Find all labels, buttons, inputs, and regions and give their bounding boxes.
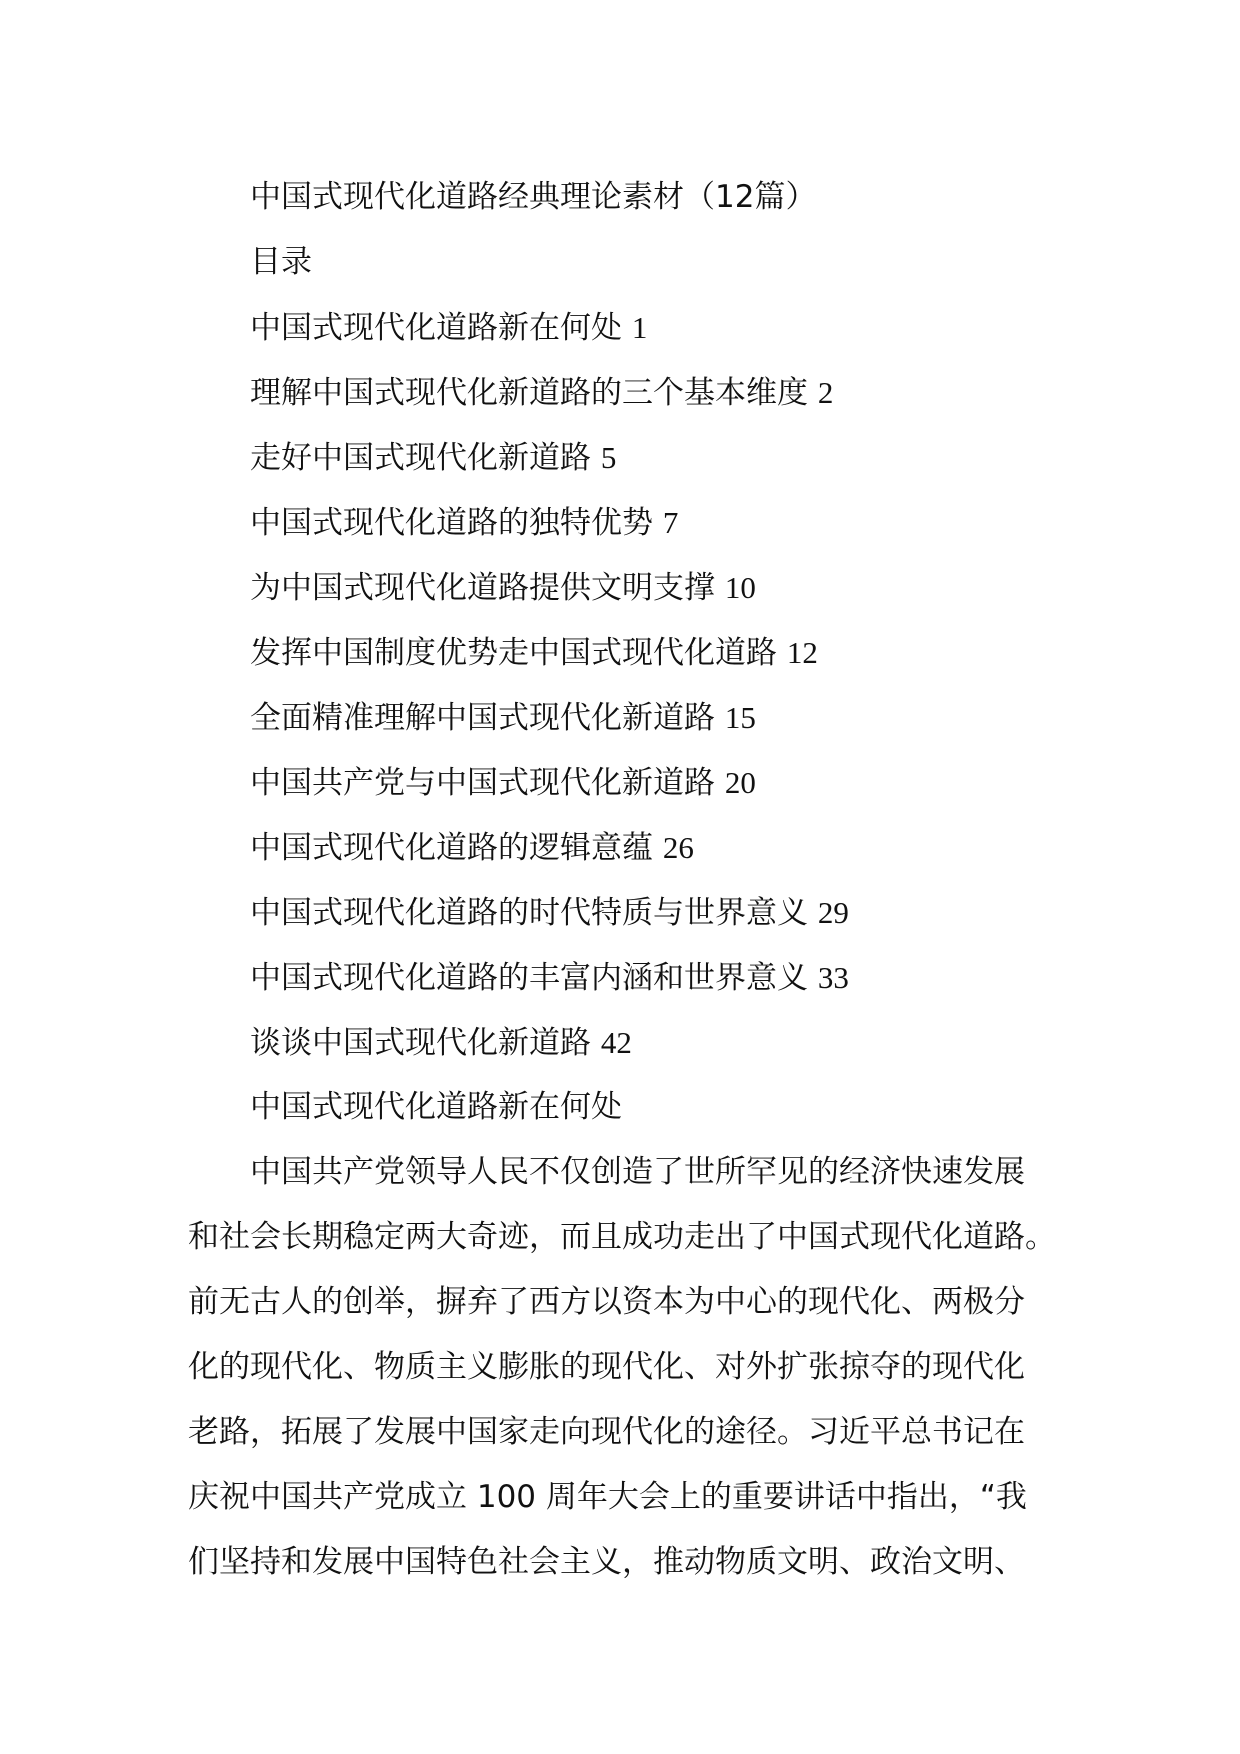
toc-entry-title: 中国式现代化道路的独特优势 [250,505,653,541]
toc-entry[interactable] [188,360,1068,425]
toc-entry[interactable] [188,620,1068,685]
toc-entry-title: 为中国式现代化道路提供文明支撑 [250,570,715,606]
toc-entry[interactable] [188,685,1068,750]
toc-entry-title: 全面精准理解中国式现代化新道路 [250,700,715,736]
toc-entry[interactable] [188,1010,1068,1075]
toc-entry-title: 中国共产党与中国式现代化新道路 [250,765,715,801]
toc-heading-text: 目录 [250,244,312,280]
table-of-contents [188,295,1068,1075]
toc-entry-page: 26 [662,830,694,865]
toc-entry[interactable] [188,750,1068,815]
body-line: 和社会长期稳定两大奇迹，而且成功走出了中国式现代化道路。 [188,1219,1056,1255]
toc-entry-title: 中国式现代化道路的逻辑意蕴 [250,830,653,866]
toc-entry-page: 5 [600,440,617,475]
toc-entry-page: 29 [817,895,849,930]
toc-entry-title: 发挥中国制度优势走中国式现代化道路 [250,635,777,671]
toc-entry-title: 谈谈中国式现代化新道路 [250,1025,591,1061]
toc-entry-title: 理解中国式现代化新道路的三个基本维度 [250,375,808,411]
body-line: 化的现代化、物质主义膨胀的现代化、对外扩张掠夺的现代化 [188,1349,1025,1385]
toc-entry-page: 10 [724,570,756,605]
toc-entry[interactable] [188,425,1068,490]
toc-entry-page: 20 [724,765,756,800]
toc-entry-page: 42 [600,1025,632,1060]
body-line: 老路，拓展了发展中国家走向现代化的途径。习近平总书记在 [188,1414,1025,1450]
toc-entry[interactable] [188,490,1068,555]
body-paragraph [188,1140,1068,1595]
toc-entry-title: 走好中国式现代化新道路 [250,440,591,476]
toc-entry-page: 7 [662,505,679,540]
toc-entry-title: 中国式现代化道路新在何处 [250,310,622,346]
toc-entry-page: 12 [786,635,818,670]
toc-entry-page: 33 [817,960,849,995]
body-line: 们坚持和发展中国特色社会主义，推动物质文明、政治文明、 [188,1544,1025,1580]
toc-entry-page: 2 [817,375,834,410]
toc-entry-title: 中国式现代化道路的时代特质与世界意义 [250,895,808,931]
toc-entry[interactable] [188,295,1068,360]
body-line: 庆祝中国共产党成立 100 周年大会上的重要讲话中指出，“我 [188,1479,1027,1515]
body-line: 中国共产党领导人民不仅创造了世所罕见的经济快速发展 [250,1154,1025,1190]
toc-entry-page: 1 [631,310,648,345]
toc-entry-page: 15 [724,700,756,735]
document-content [188,165,1068,1595]
toc-entry[interactable] [188,815,1068,880]
document-title-text: 中国式现代化道路经典理论素材（12篇） [250,179,817,215]
toc-heading [188,230,1068,295]
toc-entry[interactable] [188,555,1068,620]
document-title [188,165,1068,230]
section-heading-text: 中国式现代化道路新在何处 [250,1089,622,1125]
section-heading [188,1075,1068,1140]
toc-entry[interactable] [188,880,1068,945]
body-line: 前无古人的创举，摒弃了西方以资本为中心的现代化、两极分 [188,1284,1025,1320]
toc-entry-title: 中国式现代化道路的丰富内涵和世界意义 [250,960,808,996]
toc-entry[interactable] [188,945,1068,1010]
